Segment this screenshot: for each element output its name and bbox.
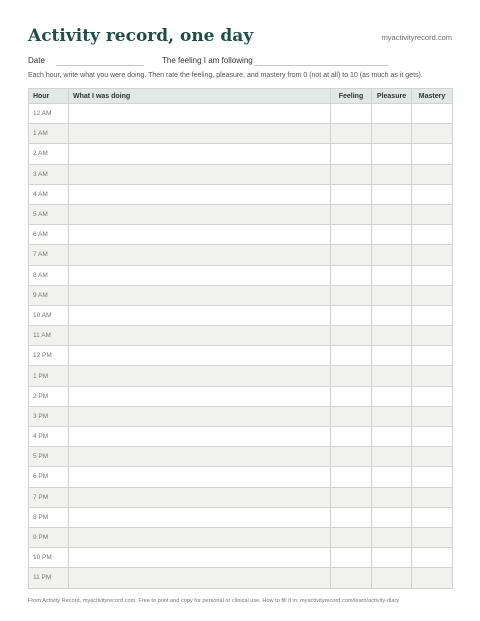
activity-cell[interactable] bbox=[69, 568, 331, 588]
table-row bbox=[29, 447, 453, 467]
feeling-cell[interactable] bbox=[331, 527, 372, 547]
feeling-cell[interactable] bbox=[331, 366, 372, 386]
pleasure-cell[interactable] bbox=[372, 548, 412, 568]
hour-cell: 9 AM bbox=[29, 285, 69, 305]
pleasure-cell[interactable] bbox=[372, 326, 412, 346]
table-row bbox=[29, 507, 453, 527]
hour-cell: 5 AM bbox=[29, 204, 69, 224]
feeling-cell[interactable] bbox=[331, 447, 372, 467]
pleasure-cell[interactable] bbox=[372, 527, 412, 547]
pleasure-cell[interactable] bbox=[372, 386, 412, 406]
mastery-cell[interactable] bbox=[412, 124, 453, 144]
feeling-cell[interactable] bbox=[331, 204, 372, 224]
activity-cell[interactable] bbox=[69, 245, 331, 265]
activity-cell[interactable] bbox=[69, 225, 331, 245]
activity-cell[interactable] bbox=[69, 406, 331, 426]
feeling-cell[interactable] bbox=[331, 386, 372, 406]
activity-cell[interactable] bbox=[69, 467, 331, 487]
feeling-cell[interactable] bbox=[331, 346, 372, 366]
activity-cell[interactable] bbox=[69, 366, 331, 386]
table-row bbox=[29, 225, 453, 245]
mastery-cell[interactable] bbox=[412, 326, 453, 346]
activity-cell[interactable] bbox=[69, 124, 331, 144]
feeling-cell[interactable] bbox=[331, 124, 372, 144]
table-row bbox=[29, 427, 453, 447]
feeling-cell[interactable] bbox=[331, 305, 372, 325]
activity-cell[interactable] bbox=[69, 265, 331, 285]
table-row bbox=[29, 265, 453, 285]
pleasure-cell[interactable] bbox=[372, 346, 412, 366]
table-row bbox=[29, 204, 453, 224]
pleasure-cell[interactable] bbox=[372, 406, 412, 426]
mastery-cell[interactable] bbox=[412, 568, 453, 588]
feeling-cell[interactable] bbox=[331, 245, 372, 265]
mastery-cell[interactable] bbox=[412, 507, 453, 527]
mastery-cell[interactable] bbox=[412, 487, 453, 507]
feeling-cell[interactable] bbox=[331, 104, 372, 124]
mastery-cell[interactable] bbox=[412, 265, 453, 285]
mastery-cell[interactable] bbox=[412, 285, 453, 305]
feeling-cell[interactable] bbox=[331, 184, 372, 204]
mastery-cell[interactable] bbox=[412, 184, 453, 204]
hour-cell: 10 PM bbox=[29, 548, 69, 568]
hour-cell: 1 PM bbox=[29, 366, 69, 386]
feeling-label: The feeling I am following bbox=[162, 56, 253, 65]
pleasure-cell[interactable] bbox=[372, 447, 412, 467]
hour-cell: 12 PM bbox=[29, 346, 69, 366]
column-header-hour: Hour bbox=[29, 89, 69, 104]
hour-cell: 11 AM bbox=[29, 326, 69, 346]
activity-cell[interactable] bbox=[69, 548, 331, 568]
pleasure-cell[interactable] bbox=[372, 184, 412, 204]
feeling-cell[interactable] bbox=[331, 487, 372, 507]
pleasure-cell[interactable] bbox=[372, 366, 412, 386]
feeling-cell[interactable] bbox=[331, 467, 372, 487]
pleasure-cell[interactable] bbox=[372, 204, 412, 224]
table-row bbox=[29, 104, 453, 124]
mastery-cell[interactable] bbox=[412, 366, 453, 386]
hour-cell: 3 PM bbox=[29, 406, 69, 426]
activity-cell[interactable] bbox=[69, 164, 331, 184]
activity-table bbox=[28, 88, 453, 589]
hour-cell: 12 AM bbox=[29, 104, 69, 124]
date-label: Date bbox=[28, 56, 45, 65]
table-row bbox=[29, 305, 453, 325]
hour-cell: 6 AM bbox=[29, 225, 69, 245]
hour-cell: 7 PM bbox=[29, 487, 69, 507]
activity-cell[interactable] bbox=[69, 527, 331, 547]
activity-cell[interactable] bbox=[69, 386, 331, 406]
mastery-cell[interactable] bbox=[412, 305, 453, 325]
pleasure-cell[interactable] bbox=[372, 164, 412, 184]
hour-cell: 4 AM bbox=[29, 184, 69, 204]
mastery-cell[interactable] bbox=[412, 346, 453, 366]
table-row bbox=[29, 366, 453, 386]
activity-cell[interactable] bbox=[69, 144, 331, 164]
mastery-cell[interactable] bbox=[412, 104, 453, 124]
column-header-pleasure: Pleasure bbox=[372, 89, 412, 104]
page-footer: From Activity Record, myactivityrecord.com. Free to print and copy for personal or clinical use. How to fill it in: myactivityrecord.com/learn/activity-diary bbox=[28, 598, 400, 604]
mastery-cell[interactable] bbox=[412, 447, 453, 467]
mastery-cell[interactable] bbox=[412, 144, 453, 164]
pleasure-cell[interactable] bbox=[372, 305, 412, 325]
form-fields bbox=[28, 56, 452, 68]
feeling-cell[interactable] bbox=[331, 406, 372, 426]
table-row bbox=[29, 568, 453, 588]
activity-cell[interactable] bbox=[69, 285, 331, 305]
mastery-cell[interactable] bbox=[412, 245, 453, 265]
instructions-text: Each hour, write what you were doing. Then rate the feeling, pleasure, and mastery from 0 (not at all) to 10 (as much as it gets). bbox=[28, 72, 423, 79]
table-header-row bbox=[29, 89, 453, 104]
feeling-cell[interactable] bbox=[331, 164, 372, 184]
feeling-cell[interactable] bbox=[331, 548, 372, 568]
activity-cell[interactable] bbox=[69, 104, 331, 124]
table-row bbox=[29, 184, 453, 204]
column-header-feeling: Feeling bbox=[331, 89, 372, 104]
activity-cell[interactable] bbox=[69, 184, 331, 204]
pleasure-cell[interactable] bbox=[372, 104, 412, 124]
feeling-cell[interactable] bbox=[331, 225, 372, 245]
table-row bbox=[29, 487, 453, 507]
mastery-cell[interactable] bbox=[412, 225, 453, 245]
table-row bbox=[29, 144, 453, 164]
activity-cell[interactable] bbox=[69, 204, 331, 224]
date-field[interactable] bbox=[56, 65, 144, 66]
mastery-cell[interactable] bbox=[412, 548, 453, 568]
mastery-cell[interactable] bbox=[412, 164, 453, 184]
feeling-cell[interactable] bbox=[331, 265, 372, 285]
table-row bbox=[29, 164, 453, 184]
table-row bbox=[29, 326, 453, 346]
pleasure-cell[interactable] bbox=[372, 285, 412, 305]
table-row bbox=[29, 285, 453, 305]
activity-cell[interactable] bbox=[69, 507, 331, 527]
activity-cell[interactable] bbox=[69, 346, 331, 366]
hour-cell: 3 AM bbox=[29, 164, 69, 184]
table-row bbox=[29, 548, 453, 568]
pleasure-cell[interactable] bbox=[372, 507, 412, 527]
activity-cell[interactable] bbox=[69, 326, 331, 346]
feeling-cell[interactable] bbox=[331, 326, 372, 346]
table-row bbox=[29, 386, 453, 406]
mastery-cell[interactable] bbox=[412, 204, 453, 224]
pleasure-cell[interactable] bbox=[372, 467, 412, 487]
table-row bbox=[29, 124, 453, 144]
activity-cell[interactable] bbox=[69, 447, 331, 467]
activity-cell[interactable] bbox=[69, 305, 331, 325]
pleasure-cell[interactable] bbox=[372, 568, 412, 588]
hour-cell: 1 AM bbox=[29, 124, 69, 144]
table-row bbox=[29, 406, 453, 426]
mastery-cell[interactable] bbox=[412, 386, 453, 406]
column-header-mastery: Mastery bbox=[412, 89, 453, 104]
hour-cell: 6 PM bbox=[29, 467, 69, 487]
pleasure-cell[interactable] bbox=[372, 265, 412, 285]
hour-cell: 7 AM bbox=[29, 245, 69, 265]
activity-cell[interactable] bbox=[69, 487, 331, 507]
table-row bbox=[29, 467, 453, 487]
feeling-cell[interactable] bbox=[331, 285, 372, 305]
table-row bbox=[29, 346, 453, 366]
pleasure-cell[interactable] bbox=[372, 124, 412, 144]
pleasure-cell[interactable] bbox=[372, 144, 412, 164]
site-url: myactivityrecord.com bbox=[381, 33, 452, 42]
mastery-cell[interactable] bbox=[412, 527, 453, 547]
mastery-cell[interactable] bbox=[412, 427, 453, 447]
hour-cell: 9 PM bbox=[29, 527, 69, 547]
pleasure-cell[interactable] bbox=[372, 487, 412, 507]
pleasure-cell[interactable] bbox=[372, 245, 412, 265]
mastery-cell[interactable] bbox=[412, 467, 453, 487]
hour-cell: 8 PM bbox=[29, 507, 69, 527]
mastery-cell[interactable] bbox=[412, 406, 453, 426]
page-header bbox=[28, 26, 452, 48]
hour-cell: 11 PM bbox=[29, 568, 69, 588]
activity-cell[interactable] bbox=[69, 427, 331, 447]
column-header-activity: What I was doing bbox=[69, 89, 331, 104]
feeling-cell[interactable] bbox=[331, 507, 372, 527]
feeling-field[interactable] bbox=[254, 65, 388, 66]
hour-cell: 5 PM bbox=[29, 447, 69, 467]
table-row bbox=[29, 245, 453, 265]
table-row bbox=[29, 527, 453, 547]
hour-cell: 10 AM bbox=[29, 305, 69, 325]
pleasure-cell[interactable] bbox=[372, 225, 412, 245]
feeling-cell[interactable] bbox=[331, 427, 372, 447]
hour-cell: 2 AM bbox=[29, 144, 69, 164]
feeling-cell[interactable] bbox=[331, 144, 372, 164]
hour-cell: 4 PM bbox=[29, 427, 69, 447]
feeling-cell[interactable] bbox=[331, 568, 372, 588]
page-title: Activity record, one day bbox=[28, 26, 254, 46]
pleasure-cell[interactable] bbox=[372, 427, 412, 447]
hour-cell: 2 PM bbox=[29, 386, 69, 406]
hour-cell: 8 AM bbox=[29, 265, 69, 285]
